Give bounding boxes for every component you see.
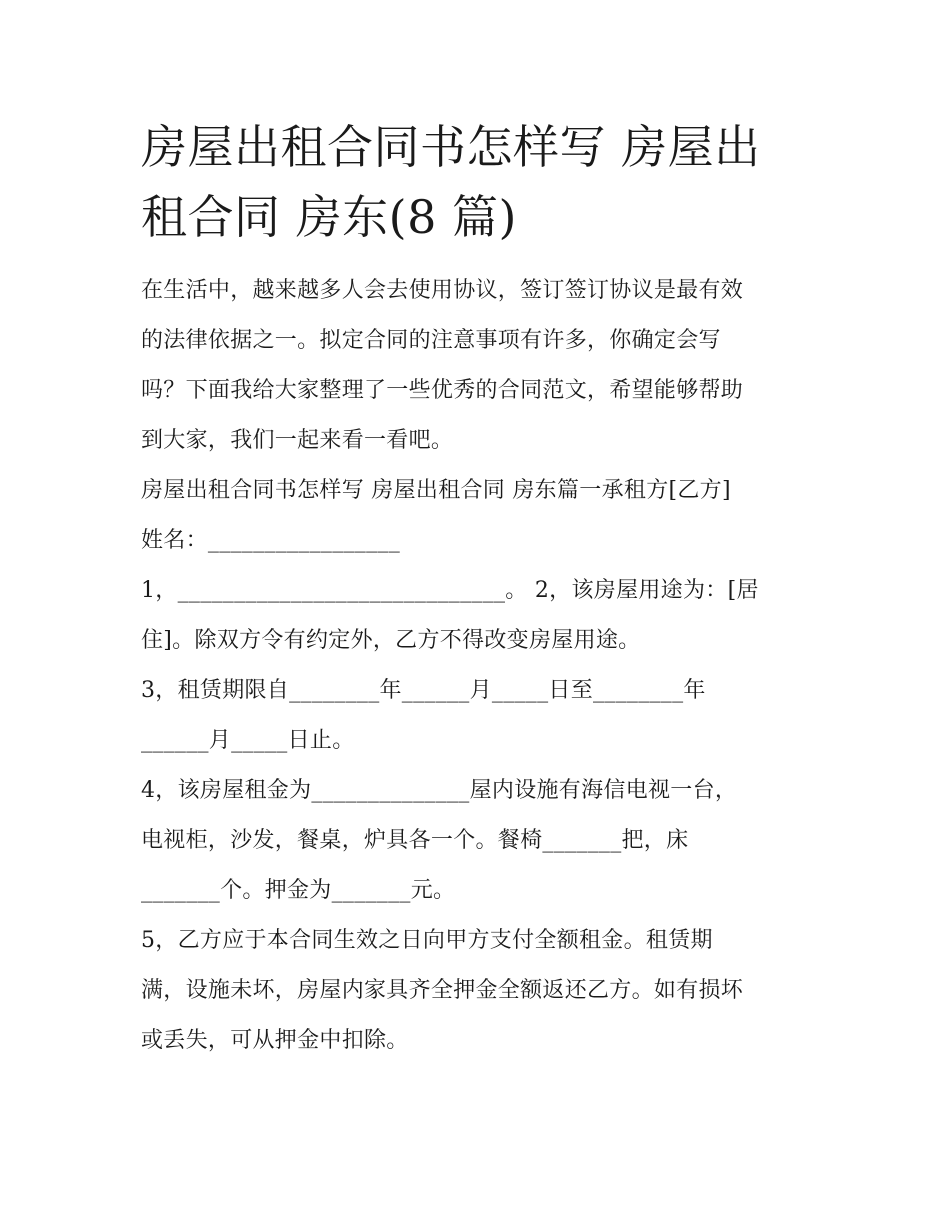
text-line: 1，_____________________________。 2，该房屋用途为：[居 bbox=[141, 578, 759, 603]
clause-4-paragraph bbox=[141, 766, 821, 916]
clause-1-2-paragraph bbox=[141, 566, 821, 666]
clause-3-paragraph bbox=[141, 666, 821, 766]
title-line-1: 房屋出租合同书怎样写 房屋出 bbox=[141, 120, 761, 174]
document-page bbox=[141, 112, 821, 1066]
text-line: 满，设施未坏，房屋内家具齐全押金全额返还乙方。如有损坏 bbox=[141, 978, 744, 1003]
text-line: 住]。除双方令有约定外，乙方不得改变房屋用途。 bbox=[141, 628, 641, 653]
text-line: 姓名：_________________ bbox=[141, 528, 400, 553]
text-line: 在生活中，越来越多人会去使用协议，签订签订协议是最有效 bbox=[141, 278, 744, 303]
title-line-2: 租合同 房东(8 篇) bbox=[141, 190, 517, 244]
text-line: 房屋出租合同书怎样写 房屋出租合同 房东篇一承租方[乙方] bbox=[141, 478, 731, 503]
text-line: 电视柜，沙发，餐桌，炉具各一个。餐椅_______把，床 bbox=[141, 828, 689, 853]
text-line: 到大家，我们一起来看一看吧。 bbox=[141, 428, 454, 453]
text-line: _______个。押金为_______元。 bbox=[141, 878, 456, 903]
text-line: 吗？下面我给大家整理了一些优秀的合同范文，希望能够帮助 bbox=[141, 378, 744, 403]
text-line: 或丢失，可从押金中扣除。 bbox=[141, 1028, 409, 1053]
document-title bbox=[141, 112, 821, 252]
text-line: ______月_____日止。 bbox=[141, 728, 355, 753]
intro-paragraph bbox=[141, 266, 821, 466]
clause-5-paragraph bbox=[141, 916, 821, 1066]
text-line: 的法律依据之一。拟定合同的注意事项有许多，你确定会写 bbox=[141, 328, 721, 353]
text-line: 4，该房屋租金为______________屋内设施有海信电视一台， bbox=[141, 778, 738, 803]
text-line: 5，乙方应于本合同生效之日向甲方支付全额租金。租赁期 bbox=[141, 928, 713, 953]
text-line: 3，租赁期限自________年______月_____日至________年 bbox=[141, 678, 706, 703]
section-heading-paragraph bbox=[141, 466, 821, 566]
